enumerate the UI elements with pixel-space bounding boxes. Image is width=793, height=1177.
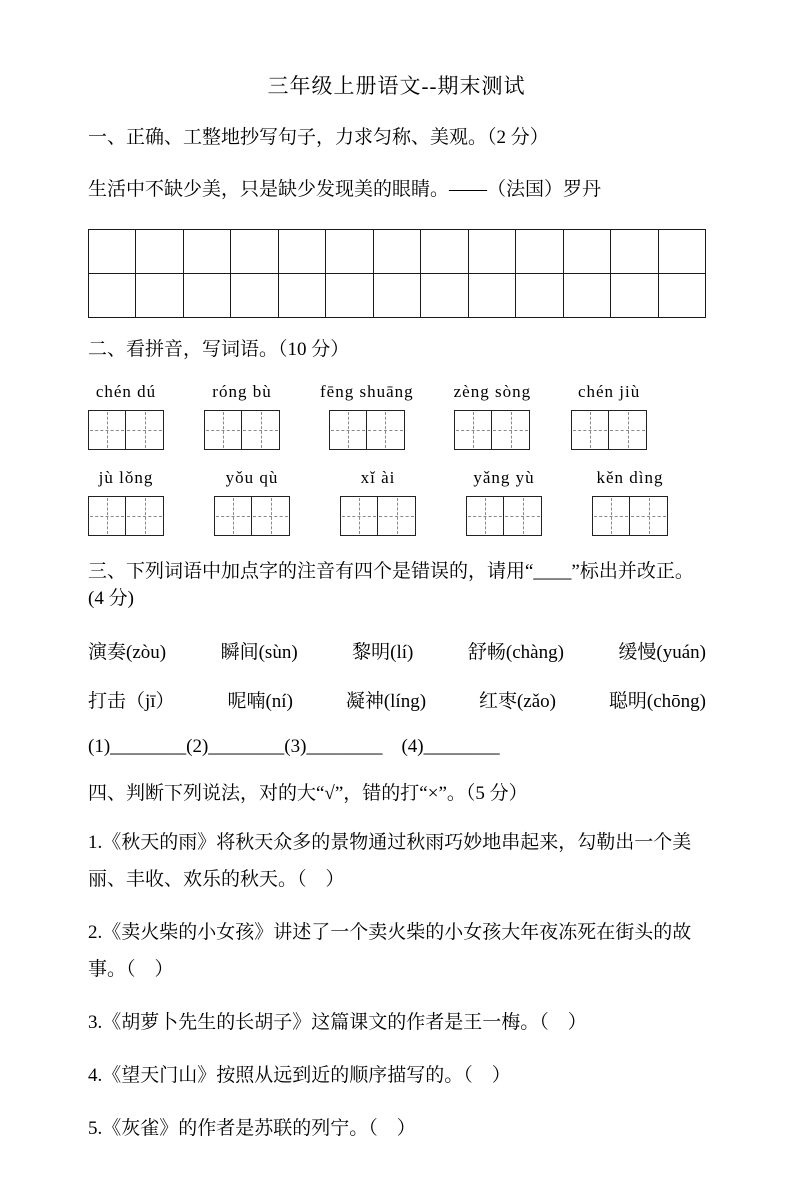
section-copy-sentence	[88, 124, 705, 318]
writing-grid	[592, 496, 668, 536]
pinyin-group	[454, 382, 531, 450]
word-item: 黎明(lí)	[352, 641, 414, 663]
pinyin-group	[571, 382, 647, 450]
judge-item: 3.《胡萝卜先生的长胡子》这篇课文的作者是王一梅。（ ）	[88, 1012, 587, 1034]
writing-grid-cell[interactable]	[89, 411, 126, 449]
section-true-false	[88, 780, 705, 1147]
copy-grid-cell[interactable]	[421, 230, 468, 274]
pinyin-label: chén jiù	[577, 381, 641, 401]
copy-grid-cell[interactable]	[279, 274, 326, 318]
pinyin-label: chén dú	[95, 381, 157, 401]
writing-grid	[571, 410, 647, 450]
pinyin-label: róng bù	[212, 381, 272, 401]
writing-grid	[204, 410, 280, 450]
writing-grid-cell[interactable]	[205, 411, 242, 449]
writing-grid-cell[interactable]	[330, 411, 367, 449]
judge-item: 5.《灰雀》的作者是苏联的列宁。（ ）	[88, 1118, 416, 1140]
pinyin-group	[88, 382, 164, 450]
writing-grid	[88, 496, 164, 536]
writing-grid-cell[interactable]	[242, 411, 279, 449]
word-row-2	[88, 686, 706, 713]
judge-item: 1.《秋天的雨》将秋天众多的景物通过秋雨巧妙地串起来，勾勒出一个美丽、丰收、欢乐的秋天。（ ）	[88, 831, 692, 890]
pinyin-group	[592, 468, 668, 536]
word-item: 瞬间(sùn)	[220, 641, 298, 663]
copy-grid-cell[interactable]	[611, 274, 658, 318]
copy-grid-cell[interactable]	[469, 230, 516, 274]
writing-grid-cell[interactable]	[593, 497, 630, 535]
writing-grid-cell[interactable]	[504, 497, 541, 535]
writing-grid	[214, 496, 290, 536]
writing-grid	[466, 496, 542, 536]
writing-grid-cell[interactable]	[378, 497, 415, 535]
copy-grid-cell[interactable]	[659, 274, 706, 318]
writing-grid-cell[interactable]	[126, 497, 163, 535]
copy-grid-cell[interactable]	[611, 230, 658, 274]
section1-heading: 一、正确、工整地抄写句子，力求匀称、美观。（2 分）	[88, 127, 549, 148]
page-title: 三年级上册语文--期末测试	[267, 74, 526, 98]
writing-grid-cell[interactable]	[492, 411, 529, 449]
pinyin-label: jù lǒng	[98, 467, 154, 487]
copy-grid-cell[interactable]	[136, 274, 183, 318]
pinyin-label: kěn dìng	[596, 467, 664, 487]
pinyin-group	[320, 382, 414, 450]
copy-grid-cell[interactable]	[374, 230, 421, 274]
writing-grid-cell[interactable]	[89, 497, 126, 535]
word-row-1	[88, 637, 706, 664]
pinyin-label: zèng sòng	[453, 381, 532, 401]
pinyin-row-1	[88, 382, 705, 450]
pinyin-group	[466, 468, 542, 536]
judge-item: 2.《卖火柴的小女孩》讲述了一个卖火柴的小女孩大年夜冻死在街头的故事。（ ）	[88, 921, 692, 980]
copy-grid-cell[interactable]	[326, 274, 373, 318]
pinyin-label: xǐ ài	[360, 467, 396, 487]
word-item: 呢喃(ní)	[227, 690, 293, 712]
writing-grid-cell[interactable]	[341, 497, 378, 535]
writing-grid	[340, 496, 416, 536]
copy-grid-cell[interactable]	[564, 274, 611, 318]
copy-grid-cell[interactable]	[231, 274, 278, 318]
copy-grid-cell[interactable]	[564, 230, 611, 274]
copy-grid-cell[interactable]	[374, 274, 421, 318]
answer-blanks: (1)________(2)________(3)________ (4)________	[88, 735, 500, 757]
copy-grid-cell[interactable]	[421, 274, 468, 318]
copy-grid-cell[interactable]	[326, 230, 373, 274]
writing-grid-cell[interactable]	[467, 497, 504, 535]
pinyin-row-2	[88, 468, 705, 536]
word-item: 缓慢(yuán)	[618, 641, 706, 663]
pinyin-group	[340, 468, 416, 536]
copy-grid-cell[interactable]	[659, 230, 706, 274]
copy-grid-cell[interactable]	[184, 274, 231, 318]
word-item: 聪明(chōng)	[608, 690, 706, 712]
writing-grid-cell[interactable]	[252, 497, 289, 535]
copy-grid	[88, 229, 706, 318]
word-item: 舒畅(chàng)	[467, 641, 564, 663]
word-item: 演奏(zòu)	[88, 641, 167, 663]
writing-grid	[329, 410, 405, 450]
section-pinyin-words	[88, 336, 705, 536]
copy-grid-cell[interactable]	[516, 274, 563, 318]
pinyin-label: yǒu qù	[225, 467, 279, 487]
section4-heading: 四、判断下列说法，对的大“√”，错的打“×”。（5 分）	[88, 783, 528, 805]
section-phonetic-check	[88, 558, 705, 761]
writing-grid-cell[interactable]	[455, 411, 492, 449]
pinyin-label: yǎng yù	[473, 467, 535, 487]
section3-heading: 三、下列词语中加点字的注音有四个是错误的，请用“____”标出并改正。(4 分)	[88, 560, 694, 610]
copy-grid-cell[interactable]	[89, 274, 136, 318]
copy-grid-cell[interactable]	[89, 230, 136, 274]
copy-grid-cell[interactable]	[184, 230, 231, 274]
copy-grid-cell[interactable]	[136, 230, 183, 274]
section1-sentence: 生活中不缺少美，只是缺少发现美的眼睛。——（法国）罗丹	[88, 178, 602, 200]
judge-items	[88, 824, 705, 1147]
copy-grid-cell[interactable]	[469, 274, 516, 318]
writing-grid-cell[interactable]	[126, 411, 163, 449]
writing-grid-cell[interactable]	[215, 497, 252, 535]
writing-grid	[454, 410, 530, 450]
word-item: 打击（jī）	[88, 690, 175, 712]
copy-grid-cell[interactable]	[231, 230, 278, 274]
writing-grid-cell[interactable]	[630, 497, 667, 535]
writing-grid	[88, 410, 164, 450]
word-item: 凝神(líng)	[345, 690, 427, 712]
copy-grid-cell[interactable]	[279, 230, 326, 274]
section2-heading: 二、看拼音，写词语。（10 分）	[88, 339, 350, 361]
pinyin-label: fēng shuāng	[320, 381, 414, 401]
judge-item: 4.《望天门山》按照从远到近的顺序描写的。（ ）	[88, 1065, 511, 1087]
pinyin-group	[214, 468, 290, 536]
pinyin-group	[88, 468, 164, 536]
pinyin-group	[204, 382, 280, 450]
copy-grid-cell[interactable]	[516, 230, 563, 274]
writing-grid-cell[interactable]	[572, 411, 609, 449]
word-item: 红枣(zǎo)	[478, 690, 556, 712]
writing-grid-cell[interactable]	[609, 411, 646, 449]
writing-grid-cell[interactable]	[367, 411, 404, 449]
